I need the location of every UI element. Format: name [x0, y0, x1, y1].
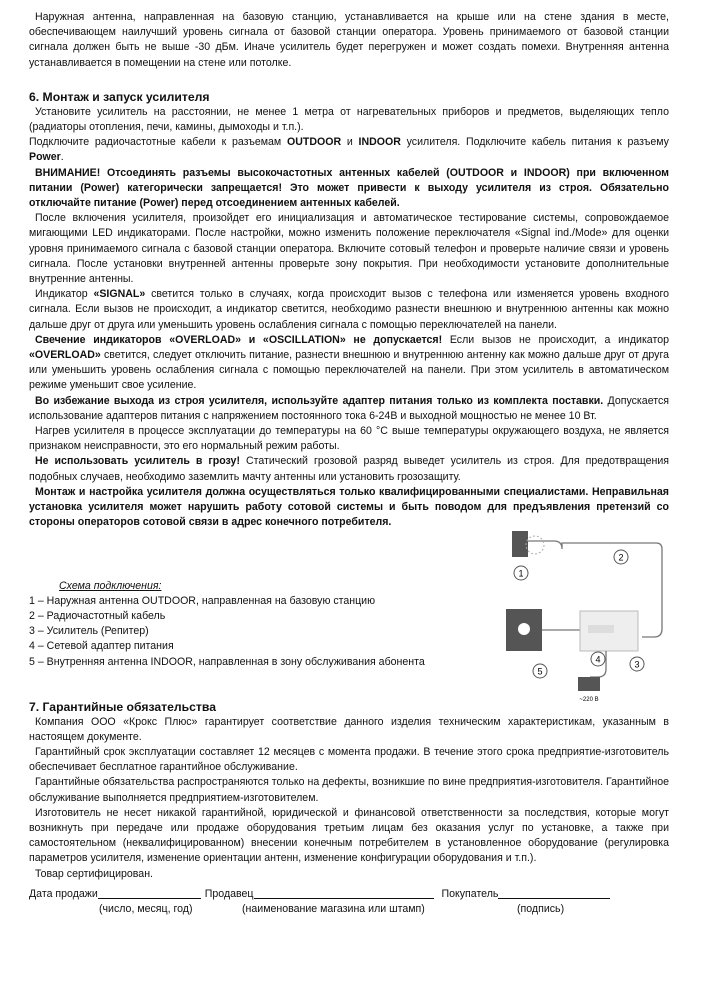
- signature-line: [29, 887, 669, 902]
- sale-date-label: Дата продажи: [29, 888, 98, 900]
- schema-title: Схема подключения:: [59, 579, 162, 592]
- svg-text:3: 3: [634, 659, 640, 669]
- indoor-antenna-logo-icon: [518, 623, 530, 635]
- section-7-paragraph-2: Гарантийный срок эксплуатации составляет 12 месяцев с момента продажи. В течение этого срока предприятие-изготовитель обеспечивает бесплатное гарантийное обслуживание.: [29, 745, 669, 774]
- svg-text:4: 4: [595, 654, 601, 664]
- schema-item: 2 – Радиочастотный кабель: [29, 609, 166, 622]
- section-6-paragraph-2: Подключите радиочастотные кабели к разъемам OUTDOOR и INDOOR усилителя. Подключите кабель питания к разъему Power.: [29, 136, 669, 164]
- document-page: [29, 10, 669, 916]
- buyer-field[interactable]: [498, 887, 610, 899]
- connection-schema: [29, 531, 669, 703]
- signature-hints: [29, 902, 669, 918]
- label-5: [533, 664, 547, 678]
- section-6-paragraph-8: Не использовать усилитель в грозу! Статический грозовой разряд выведет усилитель из строя. Для предотвращения подобных случаев, необходимо заземлить мачту антенны или установить грозозащиту.: [29, 455, 669, 483]
- section-6-heading: 6. Монтаж и запуск усилителя: [29, 89, 210, 104]
- sale-date-field[interactable]: [98, 887, 201, 899]
- schema-legend: [29, 579, 469, 670]
- label-1: [514, 566, 528, 580]
- label-2: [614, 550, 628, 564]
- schema-item: 5 – Внутренняя антенна INDOOR, направленная в зону обслуживания абонента: [29, 655, 425, 668]
- section-7-paragraph-5: Товар сертифицирован.: [35, 867, 153, 880]
- section-6-paragraph-4: Индикатор «SIGNAL» светится только в случаях, когда происходит вызов с телефона или изменяется уровень входного сигнала. Если вызов не происходит, а индикатор светится, необходимо разнести внешнюю и внутреннюю антенны как можно дальше друг от друга или уменьшить уровень ослабления сигнала с помощью переключателей на панели.: [29, 288, 669, 331]
- section-7-heading: 7. Гарантийные обязательства: [29, 699, 216, 714]
- schema-item: 4 – Сетевой адаптер питания: [29, 640, 174, 653]
- intro-paragraph: Наружная антенна, направленная на базовую станцию, устанавливается на крыше или на стене здания в месте, обеспечивающем наилучший уровень сигнала от базовой станции оператора. Уровень принимаемого от базовой станции сигнала должен быть не выше -30 дБм. Иначе усилитель будет перегружен и может создать помехи. Внутренняя антенна устанавливается в помещении на стене или потолке.: [29, 11, 669, 69]
- seller-hint: (наименование магазина или штамп): [242, 903, 425, 916]
- label-3: [630, 657, 644, 671]
- section-6-paragraph-9: Монтаж и настройка усилителя должна осуществляться только квалифицированными специалистами. Неправильная установка усилителя может нарушить работу сотовой системы и быть поводом для предъявления претензий со стороны операторов сотовой связи в адрес конечного потребителя.: [29, 485, 669, 529]
- section-6-paragraph-5: Свечение индикаторов «OVERLOAD» и «OSCILLATION» не допускается! Если вызов не происходит, а индикатор «OVERLOAD» светится, следует отключить питание, разнести внешнюю и внутреннюю антенну как можно дальше друг от друга или уменьшить уровень ослабления сигнала с помощью переключателей на панели. При этом усилитель в автоматическом режиме уменьшит свое усиление.: [29, 333, 669, 392]
- signature-block: [29, 887, 669, 918]
- connector-icon: [526, 536, 544, 554]
- svg-text:5: 5: [537, 666, 543, 676]
- section-7-paragraph-1: Компания ООО «Крокс Плюс» гарантирует соответствие данного изделия техническим характеристикам, указанным в настоящем документе.: [29, 715, 669, 743]
- schema-item: 1 – Наружная антенна OUTDOOR, направленная на базовую станцию: [29, 594, 376, 607]
- buyer-hint: (подпись): [517, 903, 565, 916]
- power-adapter-icon: [578, 677, 600, 691]
- svg-text:1: 1: [518, 568, 524, 578]
- voltage-label: ~220 В: [579, 696, 599, 703]
- section-6-paragraph-6: Во избежание выхода из строя усилителя, используйте адаптер питания только из комплекта поставки. Допускается использование адаптеров питания с напряжением постоянного тока 6-24В и выходной мощностью не менее 10 Вт.: [29, 394, 669, 422]
- section-6-paragraph-3: После включения усилителя, произойдет его инициализация и автоматическое тестирование системы, сопровождаемое мигающими LED индикаторами. После настройки, можно изменить положение переключателя «Signal ind./Mode» для оценки уровня принимаемого сигнала с базовой станции оператора. Включите сотовый телефон и проверьте наличие связи и уровень сигнала. После установки внутренней антенны проверьте зону покрытия. При необходимости установите дополнительные внутренние антенны.: [29, 212, 669, 286]
- connection-diagram: [474, 529, 674, 704]
- label-4: [591, 652, 605, 666]
- warning-paragraph: ВНИМАНИЕ! Отсоединять разъемы высокочастотных антенных кабелей (OUTDOOR и INDOOR) при включенном питании (Power) категорически запрещается! Это может привести к выходу усилителя из строя. Обязательно отключайте питание (Power) перед отсоединением антенных кабелей.: [29, 166, 669, 210]
- repeater-panel: [588, 625, 614, 633]
- schema-item: 3 – Усилитель (Репитер): [29, 625, 149, 638]
- buyer-label: Покупатель: [441, 888, 499, 900]
- seller-field[interactable]: [254, 887, 434, 899]
- sale-date-hint: (число, месяц, год): [99, 903, 193, 916]
- section-7-paragraph-4: Изготовитель не несет никакой гарантийной, юридической и финансовой ответственности за последствия, которые могут возникнуть при передаче или продаже оборудования третьим лицам без оказания услуг по установке, а также при самостоятельном (неквалифицированном) внесении конечным потребителем в установленное оборудование (регулировка параметров усилителя, изменение ориентации антенн, изменение конфигурации оборудования и т.п.).: [29, 806, 669, 865]
- section-6-paragraph-1: Установите усилитель на расстоянии, не менее 1 метра от нагревательных приборов и предметов, выделяющих тепло (радиаторы отопления, печи, камины, дымоходы и т.п.).: [29, 105, 669, 134]
- section-7-paragraph-3: Гарантийные обязательства распространяются только на дефекты, возникшие по вине предприятия-изготовителя. Гарантийное обслуживание выполняется предприятием-изготовителем.: [29, 776, 669, 804]
- svg-text:2: 2: [618, 552, 624, 562]
- seller-label: Продавец: [204, 888, 254, 900]
- section-6-paragraph-7: Нагрев усилителя в процессе эксплуатации до температуры на 60 °С выше температуры окружающего воздуха, не является признаком неисправности, это его нормальный режим работы.: [29, 425, 669, 453]
